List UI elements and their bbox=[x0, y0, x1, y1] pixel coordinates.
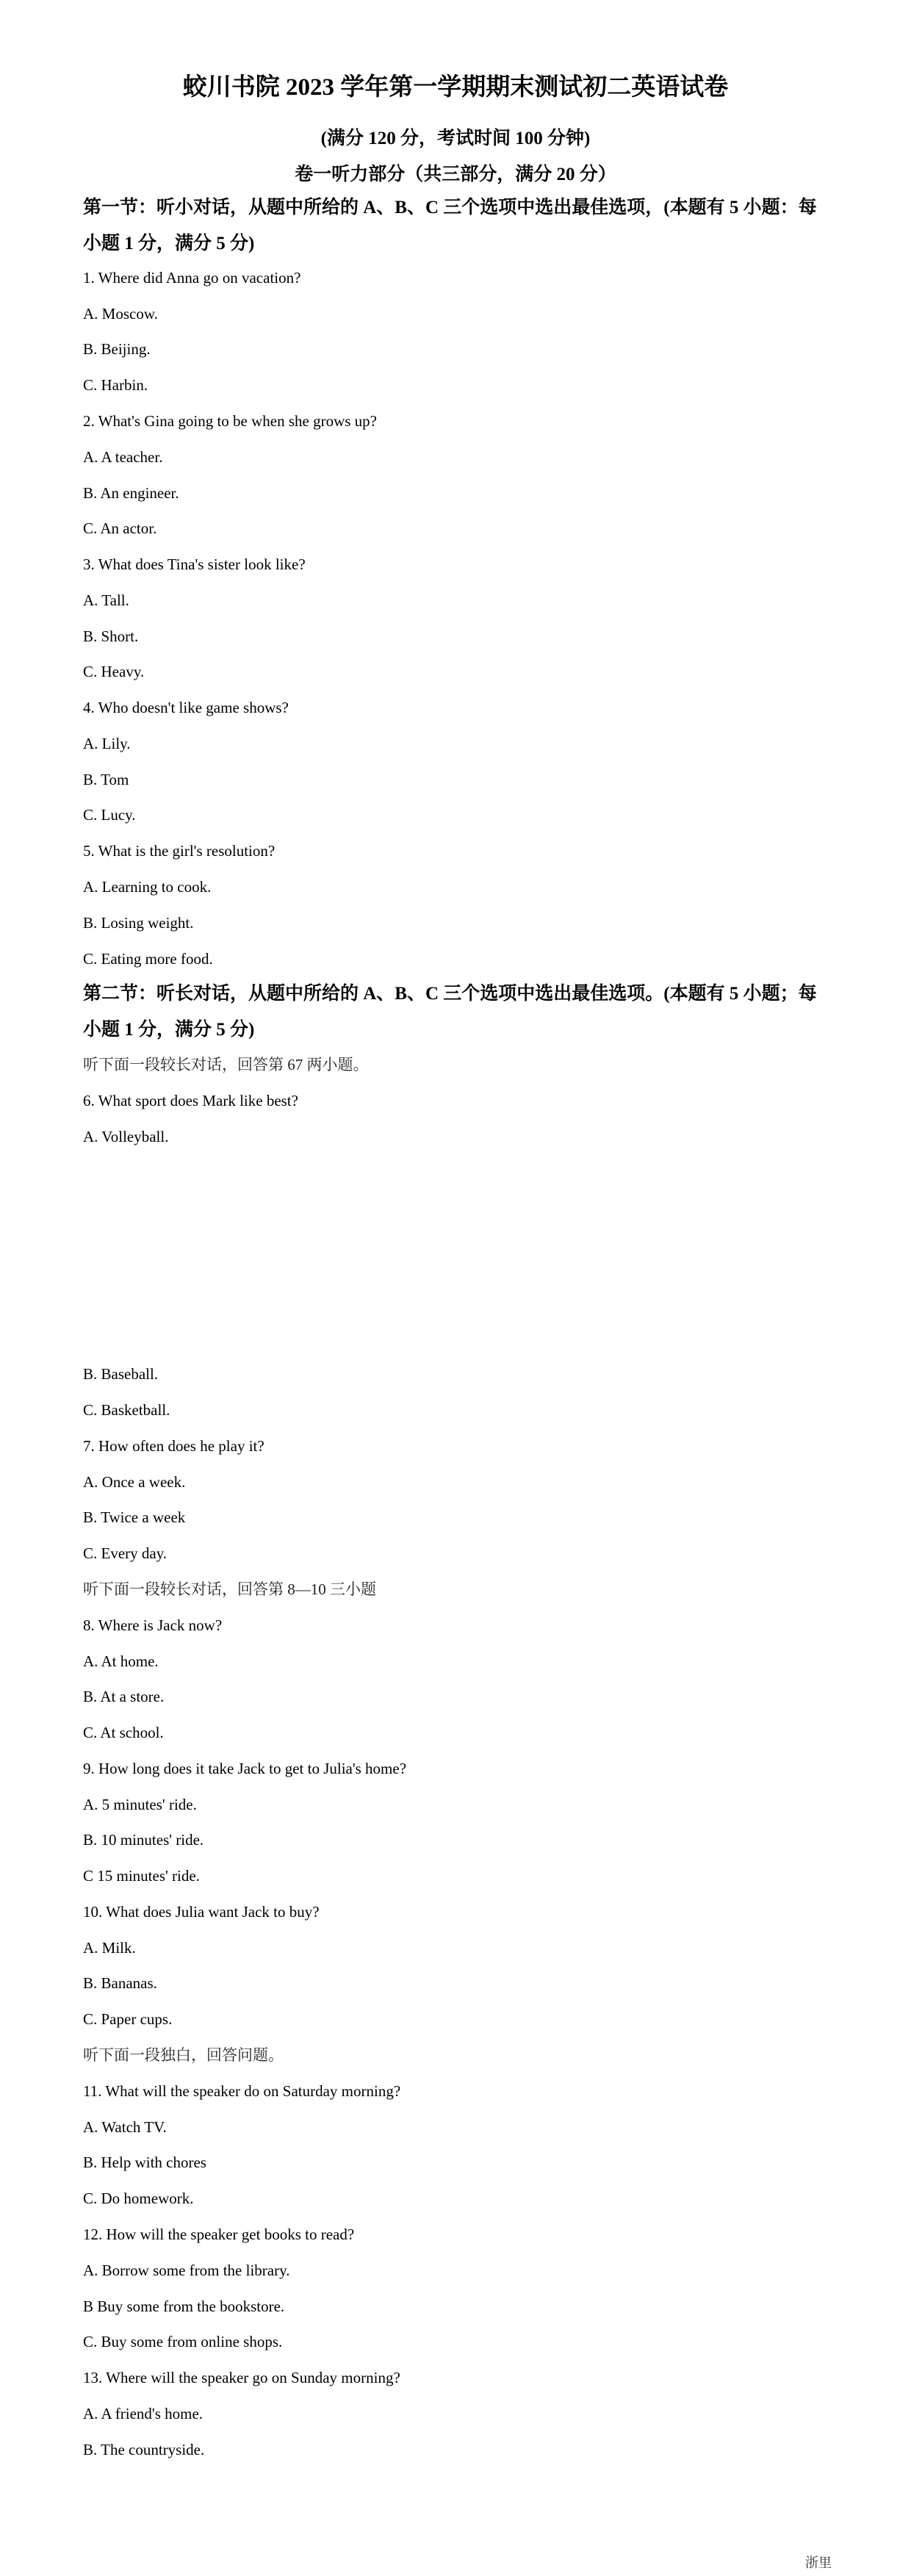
option-line: C. Every day. bbox=[83, 1544, 168, 1562]
question-line: 4. Who doesn't like game shows? bbox=[83, 699, 289, 716]
option-line: C. Buy some from online shops. bbox=[83, 2333, 283, 2350]
option-line: A. A teacher. bbox=[83, 448, 163, 466]
listening-instruction: 听下面一段较长对话，回答第 8—10 三小题 bbox=[83, 1580, 376, 1598]
option-line: A. Milk. bbox=[83, 1939, 136, 1957]
option-line: A. Learning to cook. bbox=[83, 878, 212, 896]
option-line: C. Basketball. bbox=[83, 1401, 170, 1419]
option-line: B. At a store. bbox=[83, 1688, 165, 1705]
option-line: C. Do homework. bbox=[83, 2190, 194, 2207]
option-line: B. Losing weight. bbox=[83, 914, 194, 932]
option-line: C. Lucy. bbox=[83, 806, 136, 824]
option-line: B. Twice a week bbox=[83, 1508, 186, 1526]
listening-instruction: 听下面一段独白，回答问题。 bbox=[83, 2046, 284, 2064]
section-2-heading: 第二节：听长对话，从题中所给的 A、B、C 三个选项中选出最佳选项。(本题有 5 小题；每小题 1 分，满分 5 分) bbox=[83, 984, 817, 1040]
option-line: A. At home. bbox=[83, 1652, 159, 1670]
option-line: A. Lily. bbox=[83, 735, 131, 752]
option-line: B. Beijing. bbox=[83, 340, 151, 358]
listening-instruction: 听下面一段较长对话，回答第 67 两小题。 bbox=[83, 1056, 369, 1073]
option-line: B. Short. bbox=[83, 627, 139, 645]
question-line: 1. Where did Anna go on vacation? bbox=[83, 269, 301, 287]
option-line: A. Borrow some from the library. bbox=[83, 2262, 290, 2279]
option-line: B. Tom bbox=[83, 771, 129, 788]
question-line: 2. What's Gina going to be when she grows up? bbox=[83, 412, 377, 430]
option-line: A. Watch TV. bbox=[83, 2118, 167, 2136]
question-line: 6. What sport does Mark like best? bbox=[83, 1092, 298, 1109]
option-line: B. An engineer. bbox=[83, 484, 179, 502]
option-line: C. Paper cups. bbox=[83, 2010, 173, 2028]
footer-mark: 浙里 bbox=[805, 2555, 832, 2570]
option-line: C. Eating more food. bbox=[83, 950, 213, 968]
option-line: B Buy some from the bookstore. bbox=[83, 2298, 285, 2315]
option-line: A. A friend's home. bbox=[83, 2405, 204, 2422]
question-line: 7. How often does he play it? bbox=[83, 1437, 264, 1455]
section-1-heading: 第一节：听小对话，从题中所给的 A、B、C 三个选项中选出最佳选项，(本题有 5 小题：每小题 1 分，满分 5 分) bbox=[83, 198, 817, 253]
option-line: B. The countryside. bbox=[83, 2441, 205, 2458]
option-line: A. 5 minutes' ride. bbox=[83, 1796, 197, 1813]
option-line: B. Help with chores bbox=[83, 2154, 206, 2171]
part-title: 卷一听力部分（共三部分，满分 20 分） bbox=[295, 165, 616, 184]
option-line: B. Bananas. bbox=[83, 1974, 157, 1992]
option-line: A. Moscow. bbox=[83, 305, 158, 323]
question-line: 13. Where will the speaker go on Sunday morning? bbox=[83, 2369, 400, 2386]
question-line: 11. What will the speaker do on Saturday morning? bbox=[83, 2082, 401, 2100]
page-title: 蛟川书院 2023 学年第一学期期末测试初二英语试卷 bbox=[182, 74, 729, 101]
option-line: C. At school. bbox=[83, 1724, 164, 1741]
question-line: 5. What is the girl's resolution? bbox=[83, 842, 276, 860]
option-line: A. Tall. bbox=[83, 591, 129, 609]
option-line: B. Baseball. bbox=[83, 1365, 159, 1383]
question-line: 8. Where is Jack now? bbox=[83, 1616, 223, 1634]
question-line: 10. What does Julia want Jack to buy? bbox=[83, 1903, 320, 1921]
option-line: C. An actor. bbox=[83, 519, 157, 537]
exam-subtitle: (满分 120 分，考试时间 100 分钟) bbox=[320, 129, 591, 148]
question-line: 9. How long does it take Jack to get to Julia's home? bbox=[83, 1760, 407, 1777]
option-line: A. Volleyball. bbox=[83, 1128, 169, 1145]
option-line: A. Once a week. bbox=[83, 1473, 186, 1491]
option-line: C. Heavy. bbox=[83, 663, 145, 680]
option-line: C. Harbin. bbox=[83, 376, 148, 394]
option-line: B. 10 minutes' ride. bbox=[83, 1831, 204, 1849]
question-line: 12. How will the speaker get books to read? bbox=[83, 2226, 355, 2243]
option-line: C 15 minutes' ride. bbox=[83, 1867, 200, 1885]
question-line: 3. What does Tina's sister look like? bbox=[83, 555, 306, 573]
